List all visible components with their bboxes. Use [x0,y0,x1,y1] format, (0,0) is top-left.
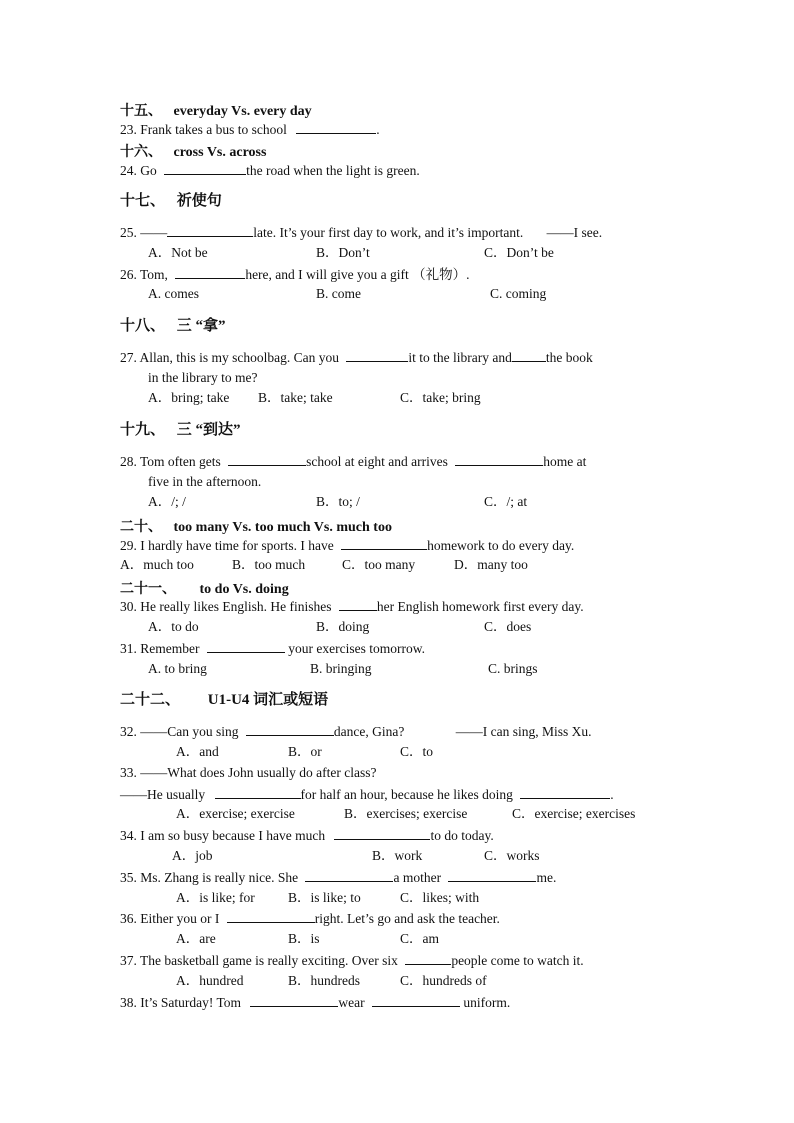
question-text: home at [543,454,587,469]
option-c[interactable]: C. brings [488,661,538,676]
answer-blank[interactable] [334,826,430,840]
section-number: 十七、 [120,193,166,209]
question-text: the book [545,350,593,365]
question-text: 26. Tom, [120,267,168,282]
answer-blank[interactable] [167,223,253,237]
question-text: people come to watch it. [451,953,584,968]
question-text: 37. The basketball game is really exciting. Over six [120,953,398,968]
question-text: five in the afternoon. [148,474,262,489]
option-b[interactable]: B．is [288,931,320,946]
answer-blank[interactable] [305,868,393,882]
section-19-heading [120,421,241,439]
question-text: homework to do every day. [427,538,575,553]
option-a[interactable]: A. to bring [148,661,207,676]
section-title: to do Vs. doing [199,582,289,597]
question-29 [120,536,574,555]
option-c[interactable]: C．likes; with [400,890,480,905]
question-text: dance, Gina? [333,724,405,739]
option-a[interactable]: A．hundred [176,973,244,988]
section-number: 十五、 [120,104,162,119]
option-c[interactable]: C．take; bring [400,390,481,405]
question-text: 25. —— [120,225,168,240]
option-a[interactable]: A．bring; take [148,390,230,405]
question-35 [120,868,556,887]
question-36 [120,909,500,928]
option-a[interactable]: A．/; / [148,494,186,509]
question-text: 28. Tom often gets [120,454,221,469]
question-text: it to the library and [408,350,512,365]
question-text: 36. Either you or I [120,911,220,926]
answer-blank[interactable] [372,993,460,1007]
section-title: U1-U4 词汇或短语 [207,692,329,708]
section-title: 三 “到达” [176,422,241,438]
question-text: . [376,122,380,137]
answer-blank[interactable] [207,639,285,653]
question-text: ——I can sing, Miss Xu. [455,724,592,739]
option-b[interactable]: B．take; take [258,390,333,405]
section-22-heading [120,691,328,709]
answer-blank[interactable] [346,348,408,362]
answer-blank[interactable] [339,597,377,611]
question-text: 34. I am so busy because I have much [120,828,326,843]
section-number: 十六、 [120,145,162,160]
option-b[interactable]: B．too much [232,557,306,572]
question-text: 30. He really likes English. He finishes [120,599,332,614]
option-a[interactable]: A．much too [120,557,194,572]
option-a[interactable]: A．exercise; exercise [176,806,295,821]
option-c[interactable]: C．am [400,931,439,946]
option-b[interactable]: B．or [288,744,322,759]
question-33-line-2 [120,785,614,804]
option-b[interactable]: B．doing [316,619,370,634]
option-c[interactable]: C．does [484,619,532,634]
question-text: 38. It’s Saturday! Tom [120,995,242,1010]
question-27 [120,348,593,367]
question-24 [120,161,420,180]
option-b[interactable]: B．hundreds [288,973,360,988]
section-number: 二十一、 [120,582,176,597]
option-b[interactable]: B．Don’t [316,245,370,260]
question-text: her English homework first every day. [376,599,584,614]
section-title: 三 “拿” [176,318,226,334]
section-number: 二十、 [120,520,162,535]
answer-blank[interactable] [448,868,536,882]
question-text: 23. Frank takes a bus to school [120,122,287,137]
section-number: 十九、 [120,422,166,438]
answer-blank[interactable] [164,161,246,175]
answer-blank[interactable] [455,452,543,466]
option-a[interactable]: A. comes [148,286,199,301]
question-text: 35. Ms. Zhang is really nice. She [120,870,299,885]
option-a[interactable]: A．and [176,744,219,759]
option-b[interactable]: B. come [316,286,361,301]
question-37 [120,951,584,970]
question-text: 27. Allan, this is my schoolbag. Can you [120,350,339,365]
question-34 [120,826,494,845]
question-31 [120,639,425,658]
option-a[interactable]: A．to do [148,619,199,634]
option-b[interactable]: B．exercises; exercise [344,806,468,821]
answer-blank[interactable] [520,785,610,799]
answer-blank[interactable] [250,993,338,1007]
option-a[interactable]: A．Not be [148,245,208,260]
option-a[interactable]: A．are [176,931,216,946]
question-text: to do today. [430,828,494,843]
question-text: me. [536,870,557,885]
question-25 [120,223,602,242]
section-16-heading [120,144,266,162]
question-text: for half an hour, because he likes doing [300,787,513,802]
question-text: right. Let’s go and ask the teacher. [314,911,500,926]
question-32 [120,722,591,741]
section-title: everyday Vs. every day [173,104,312,119]
option-c[interactable]: C．too many [342,557,416,572]
answer-blank[interactable] [405,951,451,965]
question-38 [120,993,510,1012]
question-28 [120,452,586,471]
option-c[interactable]: C．Don’t be [484,245,554,260]
section-18-heading [120,317,226,335]
question-text: late. It’s your first day to work, and it’s important. [253,225,524,240]
question-text: uniform. [463,995,511,1010]
option-c[interactable]: C. coming [490,286,547,301]
question-text: 29. I hardly have time for sports. I have [120,538,334,553]
section-number: 二十二、 [120,692,181,708]
answer-blank[interactable] [512,348,546,362]
option-c[interactable]: C．exercise; exercises [512,806,636,821]
option-a[interactable]: A．is like; for [176,890,255,905]
option-b[interactable]: B．work [372,848,423,863]
answer-blank[interactable] [246,722,334,736]
option-c[interactable]: C．to [400,744,434,759]
section-title: too many Vs. too much Vs. much too [173,520,392,535]
question-text: here, and I will give you a gift （礼物）. [245,267,470,282]
question-text: a mother [393,870,442,885]
answer-blank[interactable] [227,909,315,923]
answer-blank[interactable] [296,120,376,134]
option-c[interactable]: C．hundreds of [400,973,487,988]
option-a[interactable]: A．job [172,848,213,863]
section-20-heading [120,519,392,537]
answer-blank[interactable] [228,452,306,466]
question-text: 24. Go [120,163,157,178]
question-23 [120,120,380,139]
section-title: cross Vs. across [173,145,267,160]
question-text: 31. Remember [120,641,200,656]
answer-blank[interactable] [215,785,301,799]
question-text: . [610,787,614,802]
question-text: ——He usually [120,787,206,802]
answer-blank[interactable] [341,536,427,550]
option-b[interactable]: B. bringing [310,661,372,676]
option-b[interactable]: B．is like; to [288,890,361,905]
question-33: 33. ——What does John usually do after class? [120,765,377,780]
question-text: 32. ——Can you sing [120,724,239,739]
section-number: 十八、 [120,318,166,334]
option-d[interactable]: D．many too [454,557,528,572]
question-text: your exercises tomorrow. [288,641,425,656]
question-text: wear [338,995,365,1010]
section-17-heading [120,192,222,210]
question-26 [120,265,470,284]
question-text: ——I see. [546,225,603,240]
question-text: the road when the light is green. [246,163,420,178]
option-b[interactable]: B．to; / [316,494,360,509]
option-c[interactable]: C．/; at [484,494,528,509]
answer-blank[interactable] [175,265,245,279]
section-15-heading [120,103,312,121]
question-text: in the library to me? [148,370,258,385]
section-title: 祈使句 [176,193,222,209]
question-30 [120,597,584,616]
question-text: school at eight and arrives [306,454,448,469]
option-c[interactable]: C．works [484,848,540,863]
